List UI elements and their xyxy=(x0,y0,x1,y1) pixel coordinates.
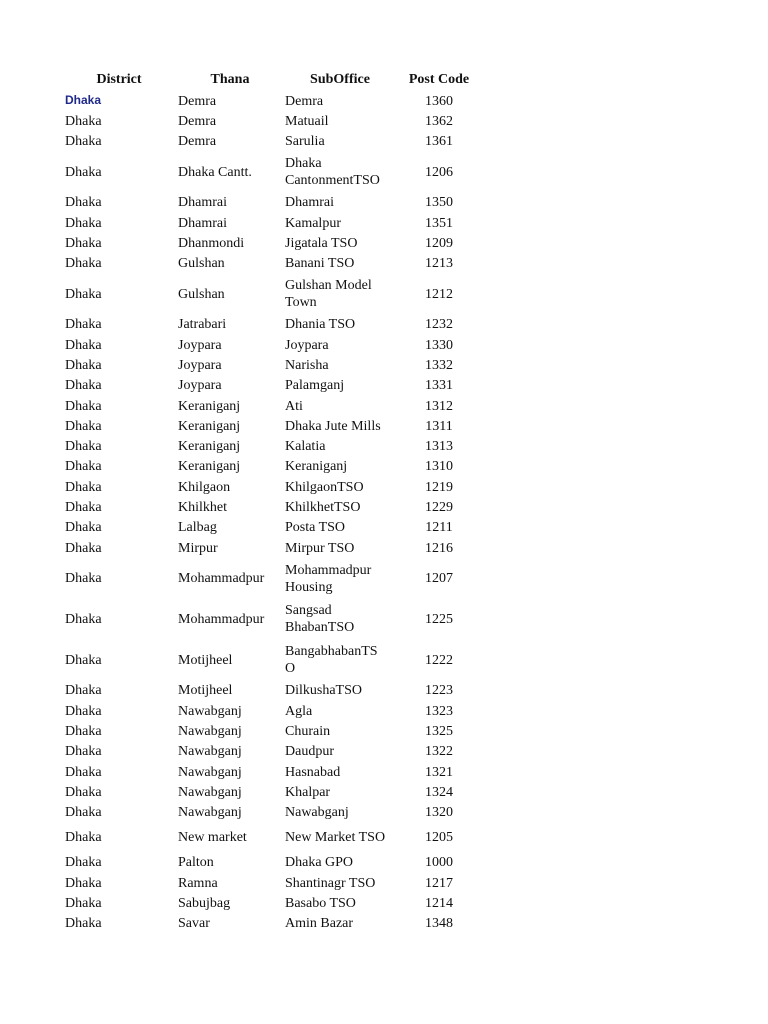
suboffice-cell: Matuail xyxy=(285,113,329,129)
table-row xyxy=(0,721,768,741)
suboffice-cell: Kalatia xyxy=(285,439,326,455)
header-post-code: Post Code xyxy=(408,72,470,87)
table-row xyxy=(0,335,768,355)
table-row xyxy=(0,762,768,782)
table-row xyxy=(0,497,768,517)
suboffice-cell: Posta TSO xyxy=(285,520,346,536)
suboffice-cell: Agla xyxy=(285,703,313,719)
district-cell: Dhaka xyxy=(65,459,102,475)
post-code-cell: 1331 xyxy=(425,378,453,394)
table-row xyxy=(0,681,768,701)
district-cell: Dhaka xyxy=(65,540,102,556)
thana-cell: Dhanmondi xyxy=(178,235,245,251)
post-code-cell: 1205 xyxy=(425,830,453,846)
thana-cell: Keraniganj xyxy=(178,459,241,475)
thana-cell: Motijheel xyxy=(178,652,233,668)
post-code-cell: 1325 xyxy=(425,723,453,739)
suboffice-cell: Dhania TSO xyxy=(285,317,356,333)
table-row xyxy=(0,823,768,853)
table-row xyxy=(0,538,768,558)
suboffice-cell: Narisha xyxy=(285,357,329,373)
post-code-cell: 1320 xyxy=(425,805,453,821)
post-code-cell: 1361 xyxy=(425,134,453,150)
post-code-cell: 1207 xyxy=(425,571,453,587)
thana-cell: Gulshan xyxy=(178,256,225,272)
district-cell: Dhaka xyxy=(65,830,102,846)
suboffice-cell: Palamganj xyxy=(285,378,345,394)
district-cell: Dhaka xyxy=(65,256,102,272)
district-cell: Dhaka xyxy=(65,896,102,912)
suboffice-cell: Kamalpur xyxy=(285,215,341,231)
district-cell: Dhaka xyxy=(65,93,102,107)
thana-cell: Mirpur xyxy=(178,540,218,556)
suboffice-cell: New Market TSO xyxy=(285,830,386,846)
thana-cell: Nawabganj xyxy=(178,703,242,719)
table-row xyxy=(0,254,768,274)
thana-cell: Dhaka Cantt. xyxy=(178,164,252,180)
suboffice-cell: Joypara xyxy=(285,337,329,353)
post-code-cell: 1324 xyxy=(425,784,453,800)
suboffice-cell: Dhaka CantonmentTSO xyxy=(285,156,380,189)
table-row xyxy=(0,152,768,193)
post-code-cell: 1232 xyxy=(425,317,453,333)
district-cell: Dhaka xyxy=(65,855,102,871)
thana-cell: Mohammadpur xyxy=(178,571,265,587)
thana-cell: Gulshan xyxy=(178,286,225,302)
suboffice-cell: Dhaka Jute Mills xyxy=(285,418,381,434)
thana-cell: Keraniganj xyxy=(178,398,241,414)
district-cell: Dhaka xyxy=(65,134,102,150)
thana-cell: New market xyxy=(178,830,247,846)
post-code-cell: 1223 xyxy=(425,683,453,699)
district-cell: Dhaka xyxy=(65,286,102,302)
district-cell: Dhaka xyxy=(65,215,102,231)
table-row xyxy=(0,416,768,436)
district-cell: Dhaka xyxy=(65,479,102,495)
district-cell: Dhaka xyxy=(65,611,102,627)
post-code-cell: 1312 xyxy=(425,398,453,414)
post-code-cell: 1311 xyxy=(425,418,453,434)
post-code-cell: 1219 xyxy=(425,479,453,495)
thana-cell: Khilgaon xyxy=(178,479,231,495)
district-cell: Dhaka xyxy=(65,357,102,373)
district-cell: Dhaka xyxy=(65,398,102,414)
header-thana: Thana xyxy=(210,72,250,87)
district-cell: Dhaka xyxy=(65,113,102,129)
thana-cell: Nawabganj xyxy=(178,723,242,739)
thana-cell: Dhamrai xyxy=(178,195,227,211)
suboffice-cell: Ati xyxy=(285,398,303,414)
suboffice-cell: DilkushaTSO xyxy=(285,683,362,699)
post-code-cell: 1321 xyxy=(425,764,453,780)
thana-cell: Motijheel xyxy=(178,683,233,699)
table-row xyxy=(0,213,768,233)
suboffice-cell: Amin Bazar xyxy=(285,916,354,932)
suboffice-cell: KhilgaonTSO xyxy=(285,479,364,495)
district-cell: Dhaka xyxy=(65,235,102,251)
suboffice-cell: KhilkhetTSO xyxy=(285,500,361,516)
thana-cell: Nawabganj xyxy=(178,744,242,760)
post-code-cell: 1360 xyxy=(425,93,453,109)
post-code-cell: 1212 xyxy=(425,286,453,302)
table-row xyxy=(0,742,768,762)
district-cell: Dhaka xyxy=(65,744,102,760)
table-row xyxy=(0,437,768,457)
post-code-cell: 1330 xyxy=(425,337,453,353)
table-row xyxy=(0,873,768,893)
table-row xyxy=(0,803,768,823)
district-cell: Dhaka xyxy=(65,418,102,434)
thana-cell: Nawabganj xyxy=(178,784,242,800)
thana-cell: Demra xyxy=(178,134,217,150)
table-row xyxy=(0,132,768,152)
thana-cell: Khilkhet xyxy=(178,500,227,516)
thana-cell: Jatrabari xyxy=(178,317,227,333)
suboffice-cell: Gulshan Model Town xyxy=(285,278,372,311)
post-code-cell: 1322 xyxy=(425,744,453,760)
thana-cell: Savar xyxy=(178,916,210,932)
suboffice-cell: Dhaka GPO xyxy=(285,855,354,871)
post-code-cell: 1350 xyxy=(425,195,453,211)
suboffice-cell: Jigatala TSO xyxy=(285,235,358,251)
table-row xyxy=(0,701,768,721)
district-cell: Dhaka xyxy=(65,683,102,699)
suboffice-cell: Mirpur TSO xyxy=(285,540,355,556)
district-cell: Dhaka xyxy=(65,875,102,891)
district-cell: Dhaka xyxy=(65,703,102,719)
header-suboffice: SubOffice xyxy=(310,72,370,87)
table-row xyxy=(0,457,768,477)
suboffice-cell: Daudpur xyxy=(285,744,334,760)
post-code-cell: 1216 xyxy=(425,540,453,556)
district-cell: Dhaka xyxy=(65,916,102,932)
post-code-cell: 1225 xyxy=(425,611,453,627)
district-cell: Dhaka xyxy=(65,520,102,536)
table-row xyxy=(0,111,768,131)
table-row xyxy=(0,914,768,934)
post-code-cell: 1348 xyxy=(425,916,453,932)
suboffice-cell: Shantinagr TSO xyxy=(285,875,376,891)
thana-cell: Joypara xyxy=(178,357,222,373)
thana-cell: Joypara xyxy=(178,337,222,353)
thana-cell: Nawabganj xyxy=(178,805,242,821)
table-row xyxy=(0,477,768,497)
table-row xyxy=(0,558,768,599)
post-code-cell: 1222 xyxy=(425,652,453,668)
suboffice-cell: Demra xyxy=(285,93,324,109)
post-code-cell: 1209 xyxy=(425,235,453,251)
district-cell: Dhaka xyxy=(65,723,102,739)
post-code-cell: 1323 xyxy=(425,703,453,719)
district-cell: Dhaka xyxy=(65,764,102,780)
post-code-cell: 1310 xyxy=(425,459,453,475)
table-row xyxy=(0,355,768,375)
table-row xyxy=(0,853,768,873)
thana-cell: Dhamrai xyxy=(178,215,227,231)
table-row xyxy=(0,782,768,802)
post-code-cell: 1313 xyxy=(425,439,453,455)
district-cell: Dhaka xyxy=(65,571,102,587)
suboffice-cell: Mohammadpur Housing xyxy=(285,562,372,595)
suboffice-cell: Nawabganj xyxy=(285,805,349,821)
district-cell: Dhaka xyxy=(65,317,102,333)
thana-cell: Mohammadpur xyxy=(178,611,265,627)
post-code-cell: 1000 xyxy=(425,855,453,871)
table-row xyxy=(0,233,768,253)
table-row xyxy=(0,193,768,213)
post-code-cell: 1211 xyxy=(425,520,453,536)
table-row xyxy=(0,518,768,538)
table-row xyxy=(0,599,768,640)
thana-cell: Palton xyxy=(178,855,214,871)
post-code-cell: 1351 xyxy=(425,215,453,231)
thana-cell: Ramna xyxy=(178,875,218,891)
header-district: District xyxy=(96,72,142,87)
table-row xyxy=(0,274,768,315)
table-row xyxy=(0,893,768,913)
thana-cell: Keraniganj xyxy=(178,439,241,455)
table-row xyxy=(0,315,768,335)
suboffice-cell: Banani TSO xyxy=(285,256,355,272)
thana-cell: Nawabganj xyxy=(178,764,242,780)
suboffice-cell: Khalpar xyxy=(285,784,331,800)
table-row xyxy=(0,396,768,416)
table-row xyxy=(0,640,768,681)
post-code-cell: 1362 xyxy=(425,113,453,129)
district-cell: Dhaka xyxy=(65,337,102,353)
thana-cell: Lalbag xyxy=(178,520,217,536)
post-code-cell: 1229 xyxy=(425,500,453,516)
district-cell: Dhaka xyxy=(65,500,102,516)
district-cell: Dhaka xyxy=(65,652,102,668)
district-cell: Dhaka xyxy=(65,784,102,800)
suboffice-cell: Hasnabad xyxy=(285,764,341,780)
district-cell: Dhaka xyxy=(65,805,102,821)
table-row xyxy=(0,91,768,111)
district-cell: Dhaka xyxy=(65,195,102,211)
table-row xyxy=(0,376,768,396)
post-code-cell: 1214 xyxy=(425,896,453,912)
suboffice-cell: Dhamrai xyxy=(285,195,334,211)
suboffice-cell: Sarulia xyxy=(285,134,325,150)
suboffice-cell: Churain xyxy=(285,723,331,739)
post-code-cell: 1206 xyxy=(425,164,453,180)
post-code-cell: 1213 xyxy=(425,256,453,272)
suboffice-cell: BangabhabanTS O xyxy=(285,644,378,677)
thana-cell: Keraniganj xyxy=(178,418,241,434)
suboffice-cell: Basabo TSO xyxy=(285,896,356,912)
suboffice-cell: Sangsad BhabanTSO xyxy=(285,603,355,636)
district-cell: Dhaka xyxy=(65,439,102,455)
thana-cell: Sabujbag xyxy=(178,896,231,912)
post-code-cell: 1217 xyxy=(425,875,453,891)
district-cell: Dhaka xyxy=(65,378,102,394)
thana-cell: Demra xyxy=(178,113,217,129)
thana-cell: Joypara xyxy=(178,378,222,394)
suboffice-cell: Keraniganj xyxy=(285,459,348,475)
thana-cell: Demra xyxy=(178,93,217,109)
district-cell: Dhaka xyxy=(65,164,102,180)
post-code-cell: 1332 xyxy=(425,357,453,373)
